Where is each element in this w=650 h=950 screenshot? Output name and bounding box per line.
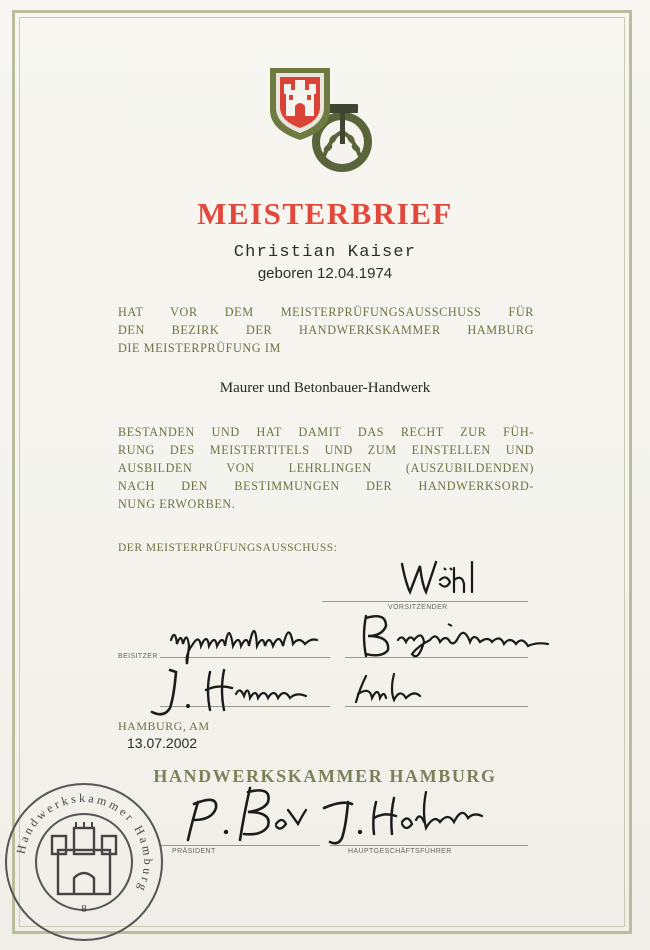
chamber-seal bbox=[0, 778, 168, 946]
trade-name: Maurer und Betonbauer-Handwerk bbox=[219, 380, 431, 396]
intro-paragraph bbox=[118, 303, 534, 357]
certificate-title: MEISTERBRIEF bbox=[197, 196, 453, 231]
assessor-label: BEISITZER bbox=[118, 653, 158, 660]
assessor-3-signature bbox=[140, 662, 320, 722]
result-line: AUSBILDEN VON LEHRLINGEN (AUSZUBILDENDEN) bbox=[118, 461, 534, 475]
birth-date: geboren 12.04.1974 bbox=[257, 265, 393, 282]
chair-signature bbox=[398, 554, 508, 604]
president-label: PRÄSIDENT bbox=[172, 848, 216, 855]
place-label: HAMBURG, AM bbox=[118, 719, 210, 733]
president-signature bbox=[168, 780, 308, 850]
ceo-signature bbox=[318, 782, 488, 852]
seal-ring-text: Handwerkskammer Hamburg bbox=[13, 790, 156, 896]
intro-line: DEN BEZIRK DER HANDWERKSKAMMER HAMBURG bbox=[118, 323, 534, 337]
result-line: BESTANDEN UND HAT DAMIT DAS RECHT ZUR FÜH- bbox=[118, 425, 534, 439]
crest-icon bbox=[262, 60, 387, 185]
holder-name: Christian Kaiser bbox=[233, 243, 417, 262]
chamber-name: HANDWERKSKAMMER HAMBURG bbox=[153, 766, 497, 786]
assessor-4-signature bbox=[350, 668, 440, 708]
hamburg-castle-seal-icon bbox=[52, 822, 116, 894]
chair-label: VORSITZENDER bbox=[388, 604, 448, 611]
result-paragraph bbox=[118, 423, 534, 513]
assessor-2-signature bbox=[352, 606, 562, 670]
result-line: RUNG DES MEISTERTITELS UND ZUM EINSTELLEN UND bbox=[118, 443, 534, 457]
svg-text:Handwerkskammer Hamburg bbox=[13, 791, 155, 896]
seal-number: 8 bbox=[81, 903, 87, 915]
result-line: NACH DEN BESTIMMUNGEN DER HANDWERKSORD- bbox=[118, 479, 534, 493]
intro-line: HAT VOR DEM MEISTERPRÜFUNGSAUSSCHUSS FÜR bbox=[118, 305, 534, 319]
assessor-1-signature bbox=[165, 610, 325, 670]
result-line: NUNG ERWORBEN. bbox=[118, 497, 236, 511]
committee-label: DER MEISTERPRÜFUNGSAUSSCHUSS: bbox=[118, 542, 338, 554]
issue-date: 13.07.2002 bbox=[127, 735, 198, 751]
ceo-label: HAUPTGESCHÄFTSFÜHRER bbox=[348, 848, 452, 855]
intro-line: DIE MEISTERPRÜFUNG IM bbox=[118, 341, 281, 355]
